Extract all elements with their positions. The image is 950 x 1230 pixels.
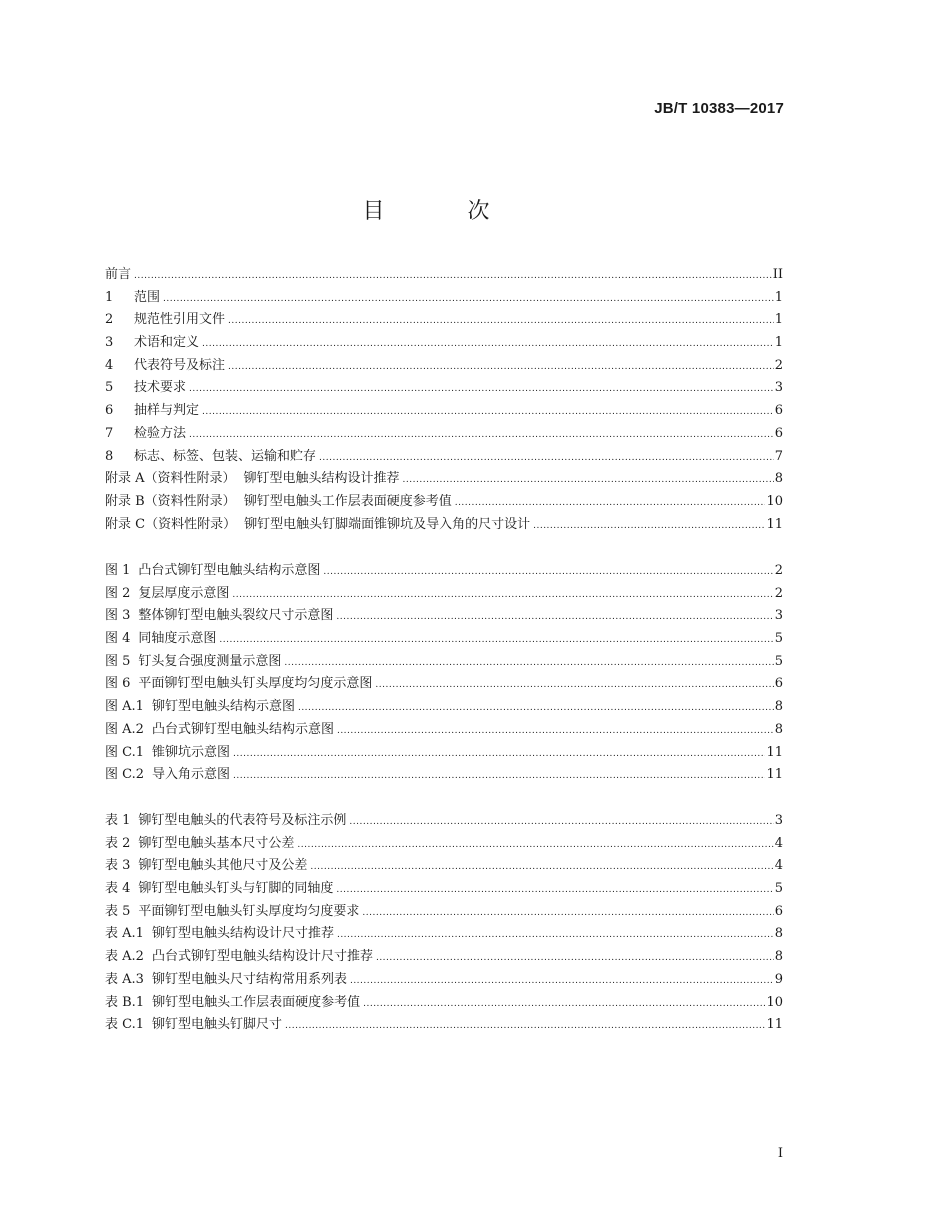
toc-entry-label: 前言 [105,267,132,282]
leader-dots [233,743,765,766]
toc-entry[interactable] [105,332,783,355]
toc-entry-number: 7 [105,425,114,441]
toc-entry-page: 10 [766,994,783,1010]
toc-entry[interactable] [105,923,783,946]
toc-entry-number: 8 [105,448,114,464]
leader-dots [219,629,773,652]
toc-entry-label: 铆钉型电触头的代表符号及标注示例 [138,813,347,828]
toc-entry-page: 7 [774,448,783,464]
leader-dots [297,834,773,857]
toc-entry[interactable] [105,309,783,332]
toc-entry[interactable] [105,628,783,651]
toc-entry-page: 11 [766,744,783,760]
toc-entry[interactable] [105,468,783,491]
toc-entry[interactable] [105,673,783,696]
toc-entry-page: 1 [774,312,783,328]
toc-entry-label: 平面铆钉型电触头钉头厚度均匀度示意图 [138,676,373,692]
toc-entry-label: 技术要求 [134,380,187,396]
toc-entry-label: 铆钉型电触头其他尺寸及公差 [138,858,308,874]
toc-entry-number: 2 [105,312,114,328]
toc-entry-label: 凸台式铆钉型电触头结构示意图 [151,721,334,737]
toc-entry-label: 铆钉型电触头钉头与钉脚的同轴度 [138,881,334,897]
toc-entry-page: 1 [774,289,783,305]
page-title: 目 次 [362,199,528,224]
leader-dots [533,515,765,538]
toc-entry[interactable] [105,901,783,924]
toc-entry-page: 9 [774,971,783,987]
leader-dots [336,606,773,629]
toc-entry-label: 规范性引用文件 [134,312,226,328]
toc-entry-number: 图 A.1 [105,699,144,715]
toc-entry-number: 表 2 [105,835,131,851]
toc-entry-page: 8 [774,949,783,965]
toc-entry[interactable] [105,651,783,674]
toc-entry-number: 表 A.2 [105,949,144,965]
leader-dots [363,993,765,1016]
toc-entry[interactable] [105,514,783,537]
toc-entry[interactable] [105,583,783,606]
toc-entry[interactable] [105,287,783,310]
toc-entry[interactable] [105,833,783,856]
page-number: I [777,1146,783,1161]
toc-entry-number: 3 [105,335,114,351]
leader-dots [455,492,766,515]
leader-dots [349,811,773,834]
toc-entry-page: 8 [774,721,783,737]
toc-entry[interactable] [105,355,783,378]
toc-entry-label: 铆钉型电触头尺寸结构常用系列表 [151,971,347,987]
leader-dots [228,310,774,333]
toc-entry-label: 铆钉型电触头工作层表面硬度参考值 [152,994,361,1010]
toc-entry-label: 凸台式铆钉型电触头结构设计尺寸推荐 [151,949,373,965]
toc-entry-number: 图 C.1 [105,744,145,760]
toc-entry-page: 3 [774,380,783,396]
toc-entry-number: 6 [105,403,114,419]
toc-entry-page: 4 [774,835,783,851]
toc-entry-page: 2 [774,357,783,373]
toc-entry-label: 检验方法 [134,425,187,441]
leader-dots [310,856,773,879]
leader-dots [350,970,774,993]
leader-dots [298,697,774,720]
toc-entry-label: 复层厚度示意图 [138,585,230,601]
toc-entry-label: 术语和定义 [134,335,200,351]
toc-entry-page: 6 [774,903,783,919]
toc-entry-number: 5 [105,380,114,396]
leader-dots [284,652,773,675]
toc-entry-label: 范围 [134,289,161,305]
standard-number: JB/T 10383—2017 [654,100,784,117]
leader-dots [228,356,774,379]
leader-dots [337,720,774,743]
toc-entry[interactable] [105,696,783,719]
toc-tables [105,810,783,1037]
toc-entry[interactable] [105,400,783,423]
toc-entry-label: 导入角示意图 [152,767,231,783]
leader-dots [323,561,773,584]
leader-dots [336,879,773,902]
toc-entry-number: 图 2 [105,585,131,601]
leader-dots [232,584,773,607]
toc-entry-page: 3 [774,813,783,828]
toc-entry-number: 图 3 [105,608,131,624]
toc-entry-page: 6 [774,676,783,692]
toc-entry-number: 附录 A（资料性附录） [105,471,236,487]
leader-dots [403,469,774,492]
toc-entry-number: 表 4 [105,881,131,897]
toc-entry-label: 标志、标签、包装、运输和贮存 [134,448,317,464]
toc-entry-number: 表 5 [105,903,131,919]
toc-entry-number: 表 A.3 [105,971,144,987]
toc-entry-label: 锥铆坑示意图 [152,744,231,760]
toc-entry-number: 表 3 [105,858,131,874]
toc-entry-page: 5 [774,881,783,897]
toc-entry-label: 铆钉型电触头结构设计推荐 [243,471,400,487]
leader-dots [189,378,774,401]
toc-entry[interactable] [105,377,783,400]
toc-entry-page: 11 [766,767,783,783]
toc-entry[interactable] [105,969,783,992]
toc-entry-label: 平面铆钉型电触头钉头厚度均匀度要求 [138,903,360,919]
toc-entry[interactable] [105,491,783,514]
toc-entry-number: 4 [105,357,114,373]
toc-entry-page: 8 [774,699,783,715]
toc-entry-label: 钉头复合强度测量示意图 [138,653,282,669]
toc-entry[interactable] [105,742,783,765]
toc-entry-label: 铆钉型电触头结构示意图 [151,699,295,715]
toc-entry[interactable] [105,446,783,469]
leader-dots [319,447,774,470]
leader-dots [375,674,773,697]
toc-entry-label: 铆钉型电触头钉脚端面锥铆坑及导入角的尺寸设计 [244,516,531,532]
toc-entry-page: 3 [774,608,783,624]
toc-entry-number: 图 C.2 [105,767,145,783]
leader-dots [337,924,774,947]
toc-entry-label: 抽样与判定 [134,403,200,419]
toc-entry-number: 1 [105,289,114,305]
toc-entry-page: II [772,267,783,282]
leader-dots [189,424,774,447]
toc-entry-number: 表 B.1 [105,994,145,1010]
toc-entry-number: 图 A.2 [105,721,144,737]
toc-entry-number: 表 C.1 [105,1017,145,1033]
toc-entry[interactable] [105,946,783,969]
toc-entry-label: 代表符号及标注 [134,357,226,373]
toc-entry-page: 8 [774,926,783,942]
toc-entry-number: 表 1 [105,813,131,828]
toc-entry[interactable] [105,719,783,742]
toc-entry[interactable] [105,878,783,901]
toc-entry-page: 5 [774,631,783,647]
toc-entry-page: 11 [766,1017,783,1033]
leader-dots [285,1015,765,1038]
toc-entry-number: 图 5 [105,653,131,669]
toc-entry[interactable] [105,264,783,287]
leader-dots [202,401,774,424]
toc-entry-label: 整体铆钉型电触头裂纹尺寸示意图 [138,608,334,624]
leader-dots [163,288,774,311]
toc-entry[interactable] [105,1014,783,1037]
toc-entry-page: 2 [774,585,783,601]
toc-entry-label: 铆钉型电触头结构设计尺寸推荐 [151,926,334,942]
toc-entry-page: 10 [766,493,783,509]
toc-entry-page: 6 [774,403,783,419]
toc-entry-page: 11 [766,516,783,532]
toc-figures [105,560,783,787]
toc-entry-page: 4 [774,858,783,874]
toc-entry[interactable] [105,423,783,446]
toc-entry-number: 表 A.1 [105,926,144,942]
toc-entry-label: 同轴度示意图 [138,631,217,647]
toc-entry[interactable] [105,992,783,1015]
leader-dots [362,902,773,925]
toc-entry-number: 图 6 [105,676,131,692]
leader-dots [134,265,772,288]
toc-entry-page: 8 [774,471,783,487]
toc-entry-number: 图 1 [105,563,131,578]
toc-entry-label: 铆钉型电触头基本尺寸公差 [138,835,295,851]
toc-entry[interactable] [105,855,783,878]
leader-dots [233,765,765,788]
toc-entry-number: 附录 B（资料性附录） [105,493,236,509]
toc-sections [105,264,783,536]
toc-entry-number: 附录 C（资料性附录） [105,516,237,532]
toc-entry-page: 5 [774,653,783,669]
toc-entry[interactable] [105,810,783,833]
toc-entry-page: 2 [774,563,783,578]
toc-entry-page: 6 [774,425,783,441]
toc-entry-label: 铆钉型电触头工作层表面硬度参考值 [243,493,452,509]
toc-entry[interactable] [105,605,783,628]
toc-entry[interactable] [105,764,783,787]
toc-entry-label: 凸台式铆钉型电触头结构示意图 [138,563,321,578]
leader-dots [202,333,774,356]
toc-entry-page: 1 [774,335,783,351]
toc-entry-label: 铆钉型电触头钉脚尺寸 [152,1017,283,1033]
toc-entry-number: 图 4 [105,631,131,647]
toc-entry[interactable] [105,560,783,583]
leader-dots [376,947,774,970]
